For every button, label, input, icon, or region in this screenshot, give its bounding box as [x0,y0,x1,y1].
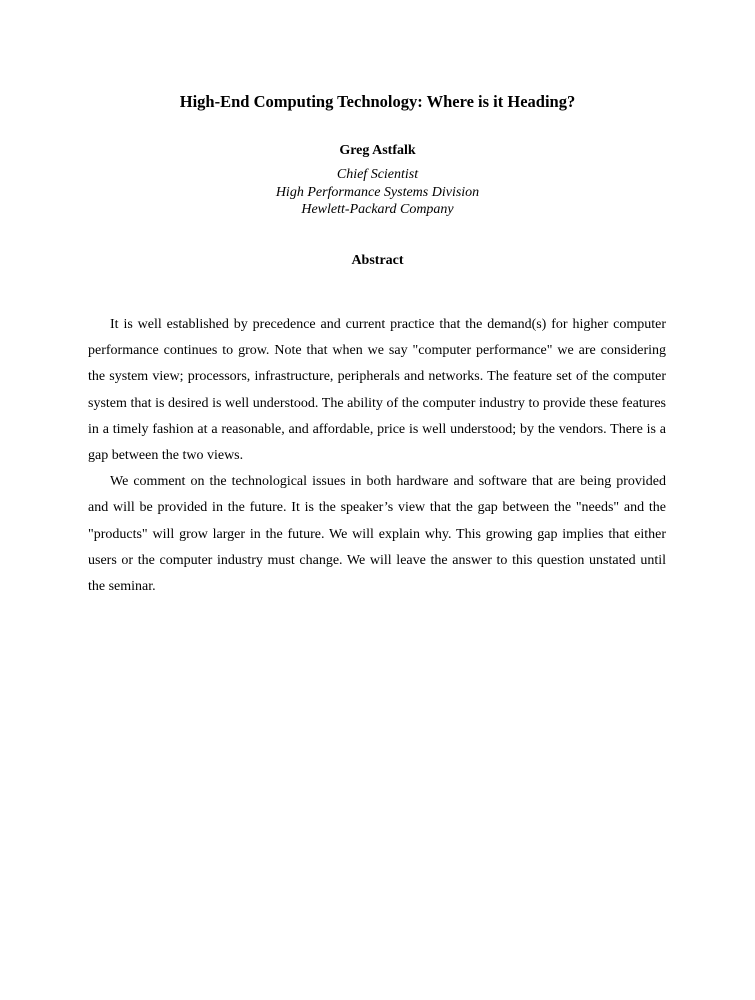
paper-title: High-End Computing Technology: Where is it Heading? [179,92,576,111]
affiliation-company: Hewlett-Packard Company [301,202,454,217]
affiliation-role: Chief Scientist [336,167,419,182]
affiliation-division: High Performance Systems Division [275,184,480,200]
author-affiliation [0,166,755,219]
abstract-body [88,312,666,600]
abstract-heading: Abstract [351,253,404,268]
author-name: Greg Astfalk [339,143,416,158]
abstract-paragraph: It is well established by precedence and current practice that the demand(s) for higher computer performance continues to grow. Note that when we say "computer performance" we are considering the system view; processors, infrastructure, peripherals and networks. The feature set of the computer system that is desired is well understood. The ability of the computer industry to provide these features in a timely fashion at a reasonable, and affordable, price is well understood; by the vendors. There is a gap between the two views. [88,317,666,464]
abstract-paragraph: We comment on the technological issues in both hardware and software that are being provided and will be provided in the future. It is the speaker’s view that the gap between the "needs" and the "products" will grow larger in the future. We will explain why. This growing gap implies that either users or the computer industry must change. We will leave the answer to this question unstated until the seminar. [88,474,666,595]
